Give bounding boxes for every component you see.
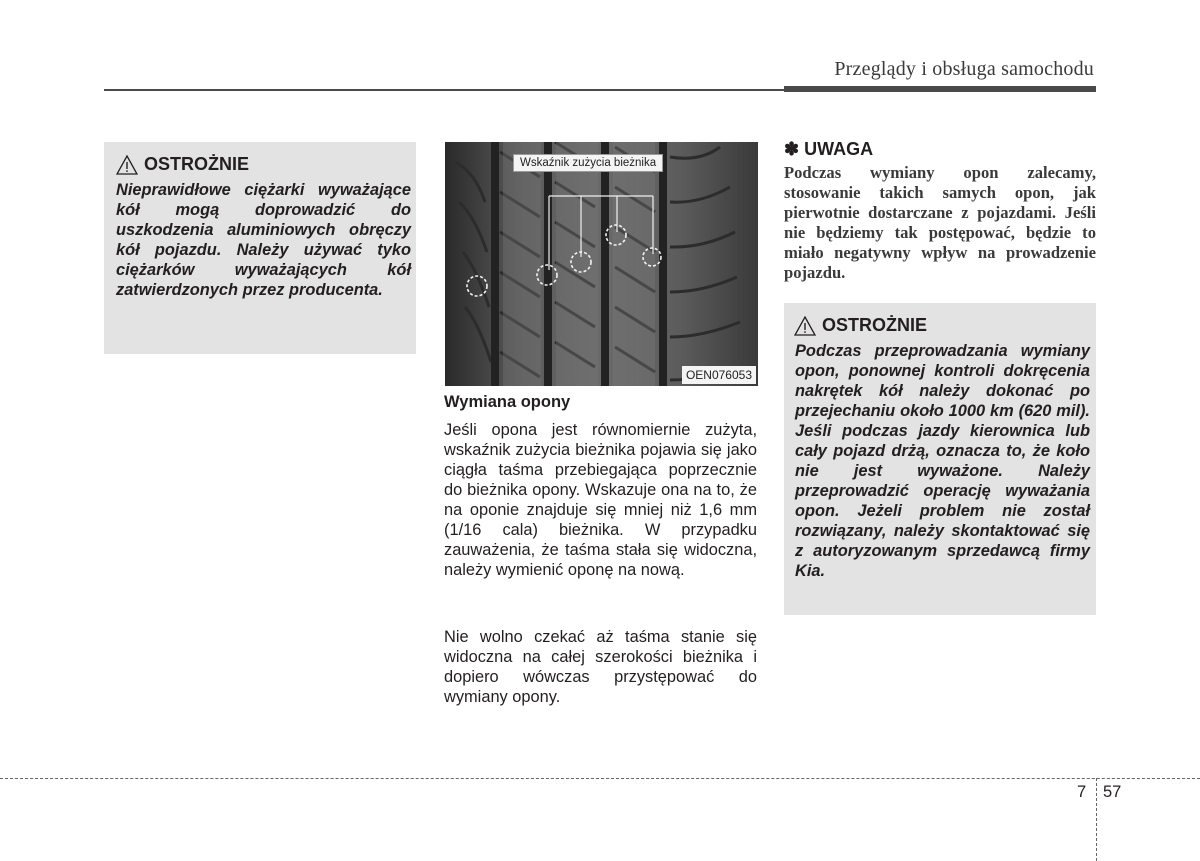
page-number: 57: [1103, 783, 1122, 801]
chapter-number: 7: [1077, 783, 1087, 801]
note-heading: ✽ UWAGA: [784, 139, 874, 159]
note-body-text: Podczas wymiany opon zalecamy, stosowanie takich samych opon, jak pierwotnie dostarczane z pojazdami. Jeśli nie będziemy tak postępować, będzie to miało negatywny wpływ na prowadzenie pojazdu.: [784, 163, 1096, 282]
caution-heading: [794, 315, 927, 336]
warning-triangle-icon: [116, 155, 138, 175]
footer-dashed-divider: [1096, 778, 1097, 861]
caution-body-text: Podczas przeprowadzania wymiany opon, ponownej kontroli dokręcenia nakrętek kół należy dokonać po przejechaniu około 1000 km (620 mil). Jeśli podczas jazdy kierownica lub cały pojazd drżą, oznacza to, że koło nie jest wyważone. Należy przeprowadzić operację wyważania opon. Jeżeli problem nie został rozwiązany, należy skontaktować się z autoryzowanym sprzedawcą firmy Kia.: [795, 342, 1090, 580]
header-rule-accent: [784, 86, 1096, 92]
caution-box-left: [104, 142, 416, 354]
caution-box-right: [784, 303, 1096, 615]
header-rule: [104, 89, 784, 91]
caution-heading-text: OSTROŻNIE: [822, 315, 928, 335]
footer-dashed-rule: [0, 778, 1200, 779]
body-paragraph: Nie wolno czekać aż taśma stanie się widoczna na całej szerokości bieżnika i dopiero wówczas przystępować do wymiany opony.: [444, 628, 757, 706]
body-paragraph: Jeśli opona jest równomiernie zużyta, wskaźnik zużycia bieżnika pojawia się jako ciągła taśma przebiegająca poprzecznie do bieżnika opony. Wskazuje ona na to, że na oponie znajduje się mniej niż 1,6 mm (1/16 cala) bieżnika. W przypadku zauważenia, że taśma stała się widoczna, należy wymienić oponę na nową.: [444, 421, 757, 579]
tire-tread-illustration: [445, 142, 758, 386]
figure-code: OEN076053: [682, 366, 756, 384]
tire-tread-figure: [445, 142, 758, 386]
warning-triangle-icon: [794, 316, 816, 336]
caution-heading-text: OSTROŻNIE: [144, 154, 250, 174]
tread-wear-indicator-label: Wskaźnik zużycia bieżnika: [513, 154, 663, 172]
section-title: Wymiana opony: [444, 393, 571, 411]
page-header-title: Przeglądy i obsługa samochodu: [834, 58, 1094, 80]
caution-heading: [116, 154, 249, 175]
caution-body-text: Nieprawidłowe ciężarki wyważające kół mogą doprowadzić do uszkodzenia aluminiowych obręczy kół pojazdu. Należy używać tyko ciężarków wyważających kół zatwierdzonych przez producenta.: [116, 181, 411, 299]
